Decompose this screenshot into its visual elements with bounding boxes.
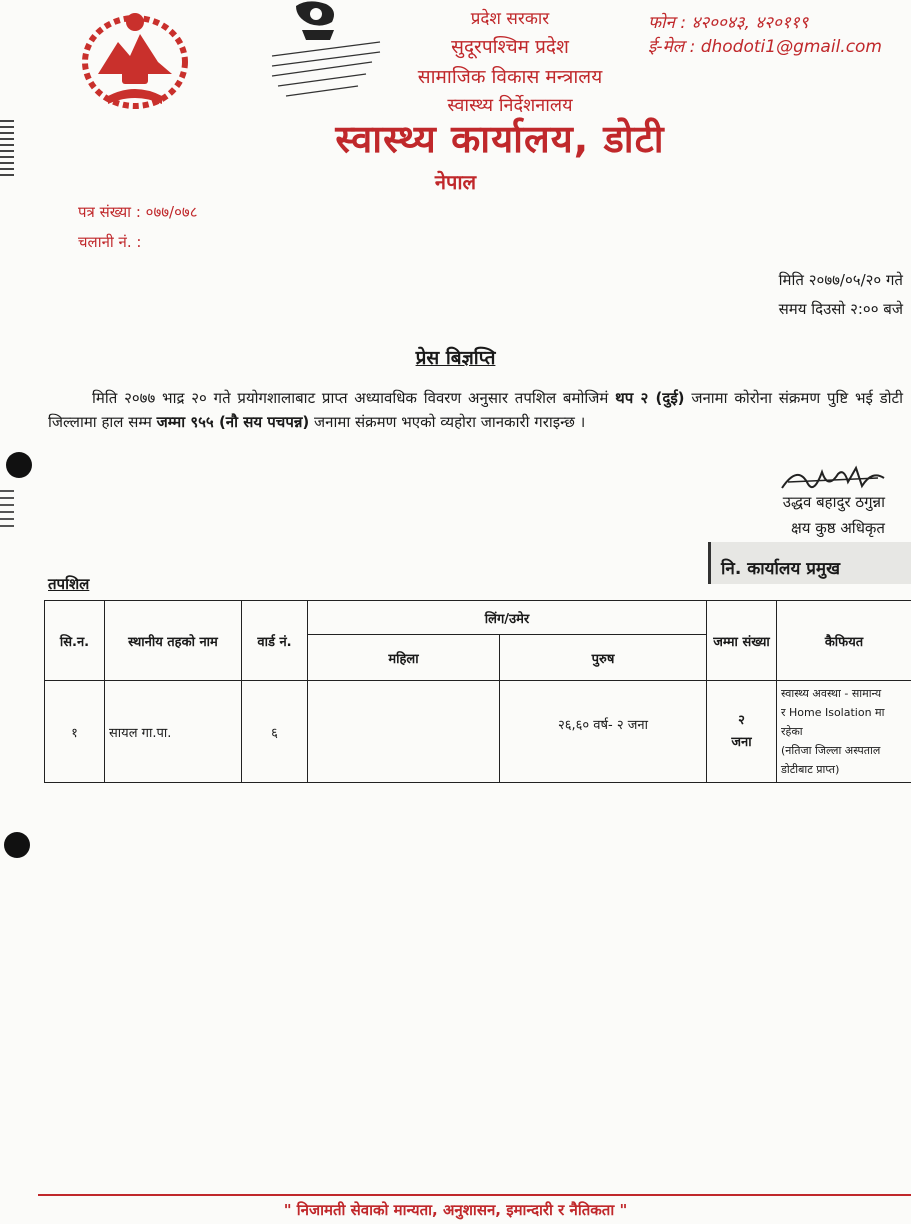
table-row — [45, 681, 911, 783]
cell-total-number: २ — [738, 712, 745, 728]
punch-hole — [6, 452, 32, 478]
letterhead-ministry: सामाजिक विकास मन्त्रालय — [417, 66, 603, 88]
header-gender-age: लिंग/उमेर — [308, 601, 707, 635]
cell-ward: ६ — [242, 681, 308, 783]
punch-hole — [4, 832, 30, 858]
body-text-1: मिति २०७७ भाद्र २० गते प्रयोगशालाबाट प्राप्त अध्यावधिक विवरण अनुसार तपशिल बमोजिमं — [92, 389, 616, 407]
remark-line: र Home Isolation मा — [781, 706, 885, 719]
letter-date: मिति २०७७/०५/२० गते — [778, 271, 903, 289]
letter-number: पत्र संख्या : ०७७/०७८ — [78, 203, 198, 221]
details-table — [44, 600, 911, 783]
cell-remarks — [777, 681, 911, 783]
header-male: पुरुष — [500, 635, 707, 681]
footer-motto: " निजामती सेवाको मान्यता, अनुशासन, इमान्दारी र नैतिकता " — [283, 1201, 628, 1219]
remark-line: (नतिजा जिल्ला अस्पताल — [781, 744, 881, 757]
header-female: महिला — [308, 635, 500, 681]
remark-line: स्वास्थ्य अवस्था - सामान्य — [781, 687, 882, 700]
contact-email: ई-मेल : dhodoti1@gmail.com — [648, 37, 882, 57]
cell-total-unit: जना — [731, 734, 752, 750]
contact-phone: फोन : ४२००४३, ४२०११९ — [648, 13, 809, 33]
letterhead-government: प्रदेश सरकार — [470, 9, 550, 29]
cell-sn: १ — [45, 681, 105, 783]
scan-edge-mark — [0, 490, 14, 530]
body-new-cases: थप २ (दुई) — [615, 389, 685, 407]
cell-total — [707, 681, 777, 783]
header-local-level: स्थानीय तहको नाम — [105, 601, 242, 681]
remark-line: रहेका — [781, 725, 803, 738]
body-total-cases: जम्मा ९५५ (नौ सय पचपन्न) — [156, 413, 310, 431]
letter-time: समय दिउसो २:०० बजे — [778, 300, 903, 318]
footer-divider — [38, 1194, 911, 1196]
office-chief-label: नि. कार्यालय प्रमुख — [721, 559, 840, 579]
signatory-name: उद्धव बहादुर ठगुन्ना — [782, 493, 885, 511]
body-text-2: जनामा कोरोना संक्रमण पुष्टि भई डोटी जिल्लामा हाल सम्म — [48, 389, 903, 431]
header-ward: वार्ड नं. — [242, 601, 308, 681]
table-title: तपशिल — [48, 575, 90, 593]
cell-local-level: सायल गा.पा. — [105, 681, 242, 783]
press-release-heading: प्रेस बिज्ञप्ति — [415, 347, 496, 369]
press-release-body — [48, 386, 903, 434]
remark-line: डोटीबाट प्राप्त) — [781, 763, 840, 776]
body-text-3: जनामा संक्रमण भएको व्यहोरा जानकारी गराइन्छ । — [309, 413, 586, 431]
nepal-emblem-logo — [78, 4, 192, 112]
cell-male: २६,६० वर्ष- २ जना — [500, 681, 707, 783]
dispatch-number: चलानी नं. : — [78, 233, 142, 251]
header-total: जम्मा संख्या — [707, 601, 777, 681]
header-sn: सि.न. — [45, 601, 105, 681]
scan-edge-mark — [0, 120, 14, 180]
office-chief-stamp — [708, 542, 911, 584]
letterhead-country: नेपाल — [434, 170, 477, 194]
office-title: स्वास्थ्य कार्यालय, डोटी — [335, 117, 665, 161]
header-remarks: कैफियत — [777, 601, 911, 681]
letterhead-directorate: स्वास्थ्य निर्देशनालय — [447, 95, 573, 116]
letterhead-province: सुदूरपश्चिम प्रदेश — [451, 36, 569, 58]
cell-female — [308, 681, 500, 783]
signatory-designation: क्षय कुष्ठ अधिकृत — [791, 519, 885, 537]
